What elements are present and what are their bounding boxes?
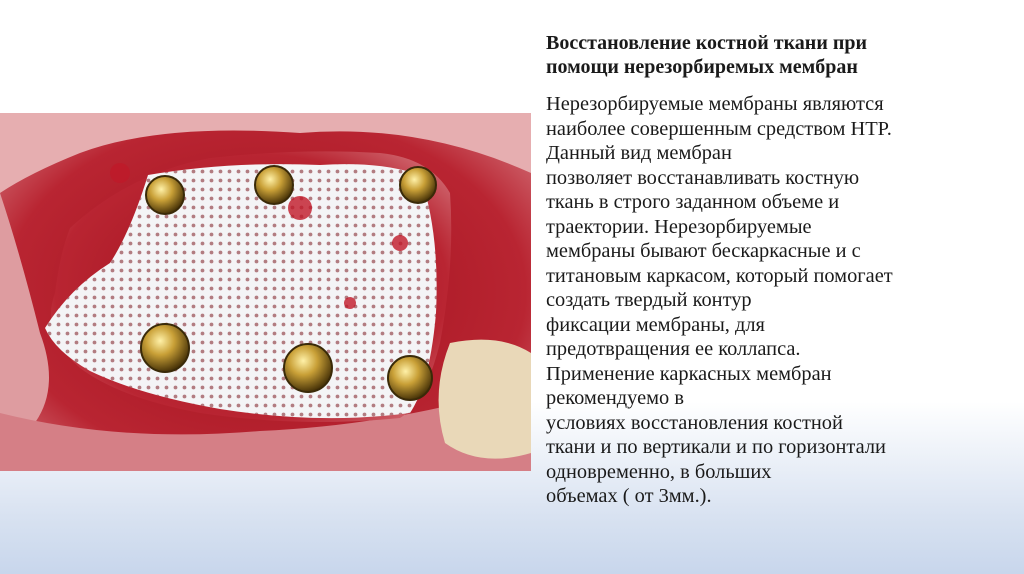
body-line: создать твердый контур	[546, 289, 752, 311]
body-line: Нерезорбируемые мембраны являются	[546, 93, 884, 115]
body-line: Данный вид мембран	[546, 142, 732, 164]
body-line: Применение каркасных мембран	[546, 362, 832, 385]
body-line: рекомендуемо в	[546, 387, 684, 409]
body-line: мембраны бывают бескаркасные и с	[546, 240, 861, 262]
body-line: фиксации мембраны, для	[546, 313, 765, 336]
body-line: траектории. Нерезорбируемые	[546, 215, 812, 238]
body-line: предотвращения ее коллапса.	[546, 338, 801, 360]
surgical-photo	[0, 113, 531, 471]
body-line: наиболее совершенным средством HTP.	[546, 117, 892, 140]
body-line: ткани и по вертикали и по горизонтали	[546, 436, 886, 458]
body-line: ткань в строго заданном объеме и	[546, 191, 840, 213]
body-line: одновременно, в больших	[546, 460, 772, 483]
body-line: позволяет восстанавливать костную	[546, 166, 860, 189]
title-line-1: Восстановление костной ткани при	[546, 32, 868, 54]
body-line: объемах ( от 3мм.).	[546, 485, 712, 507]
title-line-2: помощи нерезорбиремых мембран	[546, 56, 858, 78]
slide-body-text	[546, 92, 1016, 509]
body-line: титановым каркасом, который помогает	[546, 264, 893, 287]
slide-title	[546, 31, 1006, 79]
body-line: условиях восстановления костной	[546, 411, 843, 434]
